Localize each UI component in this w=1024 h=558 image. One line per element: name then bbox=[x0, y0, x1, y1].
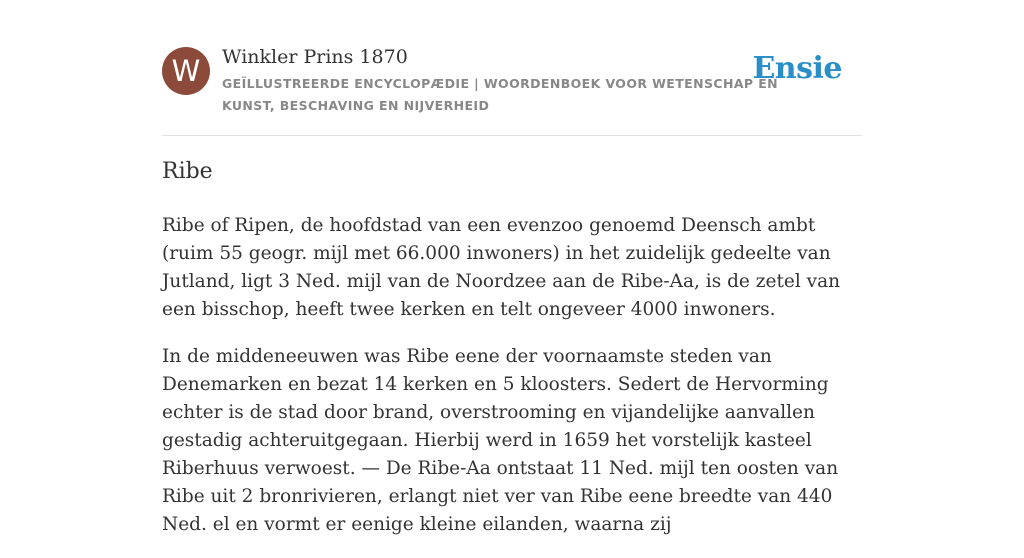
source-avatar[interactable]: W bbox=[162, 47, 210, 95]
header-divider bbox=[162, 135, 862, 136]
source-subtitle: GEÏLLUSTREERDE ENCYCLOPÆDIE | WOORDENBOEK VOOR WETENSCHAP EN KUNST, BESCHAVING EN NIJVERHEID bbox=[222, 76, 779, 113]
entry-paragraph-2: In de middeneeuwen was Ribe eene der voornaamste steden van Denemarken en bezat 14 kerken en 5 kloosters. Sedert de Hervorming echter is de stad door brand, overstrooming en vijandelijke aanvallen gestadig achteruitgegaan. Hierbij werd in 1659 het vorstelijk kasteel Riberhuus verwoest. — De Ribe-Aa ontstaat 11 Ned. mijl ten oosten van Ribe uit 2 bronrivieren, erlangt niet ver van Ribe eene breedte van 440 Ned. el en vormt er eenige kleine eilanden, waarna zij bbox=[162, 346, 839, 535]
source-title[interactable]: Winkler Prins 1870 bbox=[222, 46, 408, 68]
entry-paragraph-1: Ribe of Ripen, de hoofdstad van een evenzoo genoemd Deensch ambt (ruim 55 geogr. mijl met 66.000 inwoners) in het zuidelijk gedeelte van Jutland, ligt 3 Ned. mijl van de Noordzee aan de Ribe-Aa, is de zetel van een bisschop, heeft twee kerken en telt ongeveer 4000 inwoners. bbox=[162, 215, 841, 320]
entry-title: Ribe bbox=[162, 159, 213, 184]
entry-content bbox=[162, 212, 867, 558]
ensie-logo[interactable]: Ensie bbox=[752, 51, 842, 86]
source-header bbox=[162, 46, 862, 116]
